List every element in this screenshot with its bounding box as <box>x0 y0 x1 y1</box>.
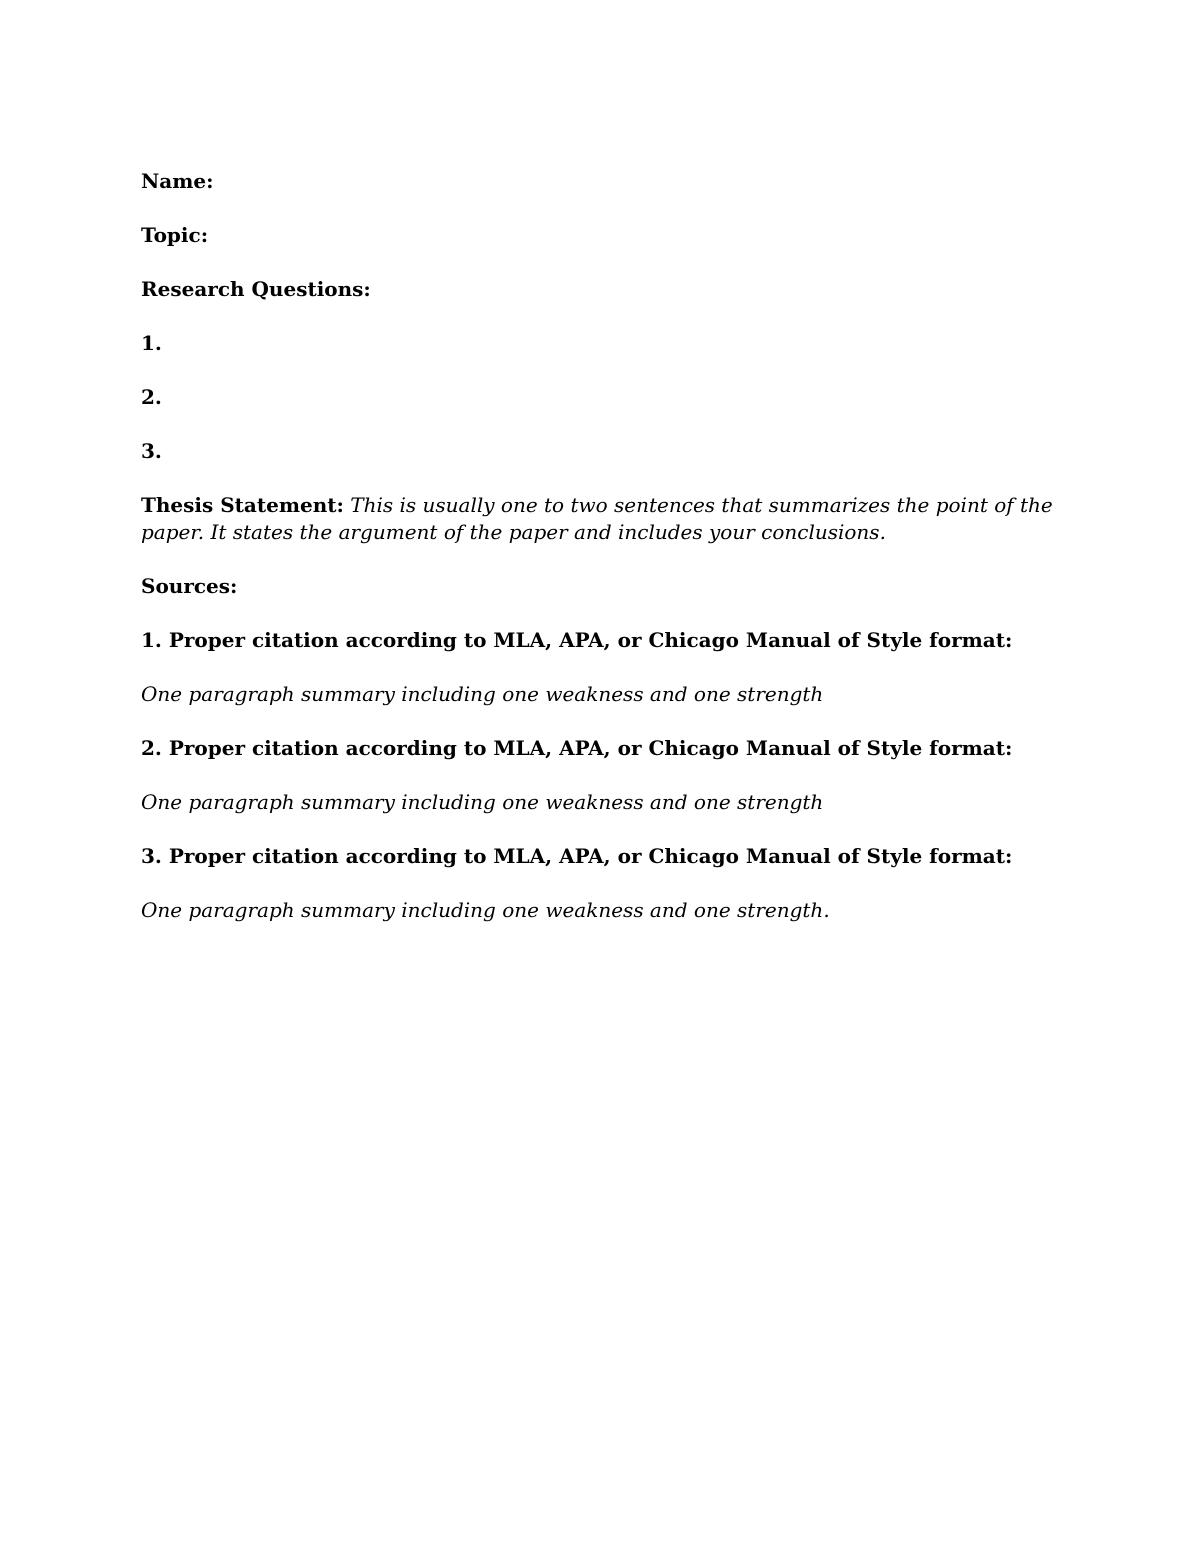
thesis-text: This is usually one to two sentences that summarizes the point of the paper. It states the argument of the paper and includes your conclusions. <box>141 493 1053 544</box>
source-3-citation: 3. Proper citation according to MLA, APA, or Chicago Manual of Style format: <box>141 844 1013 868</box>
source-3-summary: One paragraph summary including one weakness and one strength. <box>141 898 830 922</box>
document-page <box>141 168 1071 951</box>
research-question-3: 3. <box>141 439 162 463</box>
research-question-1: 1. <box>141 331 162 355</box>
source-2-citation: 2. Proper citation according to MLA, APA, or Chicago Manual of Style format: <box>141 736 1013 760</box>
sources-label: Sources: <box>141 574 238 598</box>
thesis-label: Thesis Statement: <box>141 493 344 517</box>
source-1-citation: 1. Proper citation according to MLA, APA, or Chicago Manual of Style format: <box>141 628 1013 652</box>
source-2-summary: One paragraph summary including one weakness and one strength <box>141 790 824 814</box>
source-1-summary: One paragraph summary including one weakness and one strength <box>141 682 824 706</box>
research-questions-label: Research Questions: <box>141 277 371 301</box>
topic-label: Topic: <box>141 223 209 247</box>
thesis-statement <box>141 492 1071 546</box>
name-label: Name: <box>141 169 214 193</box>
research-question-2: 2. <box>141 385 162 409</box>
